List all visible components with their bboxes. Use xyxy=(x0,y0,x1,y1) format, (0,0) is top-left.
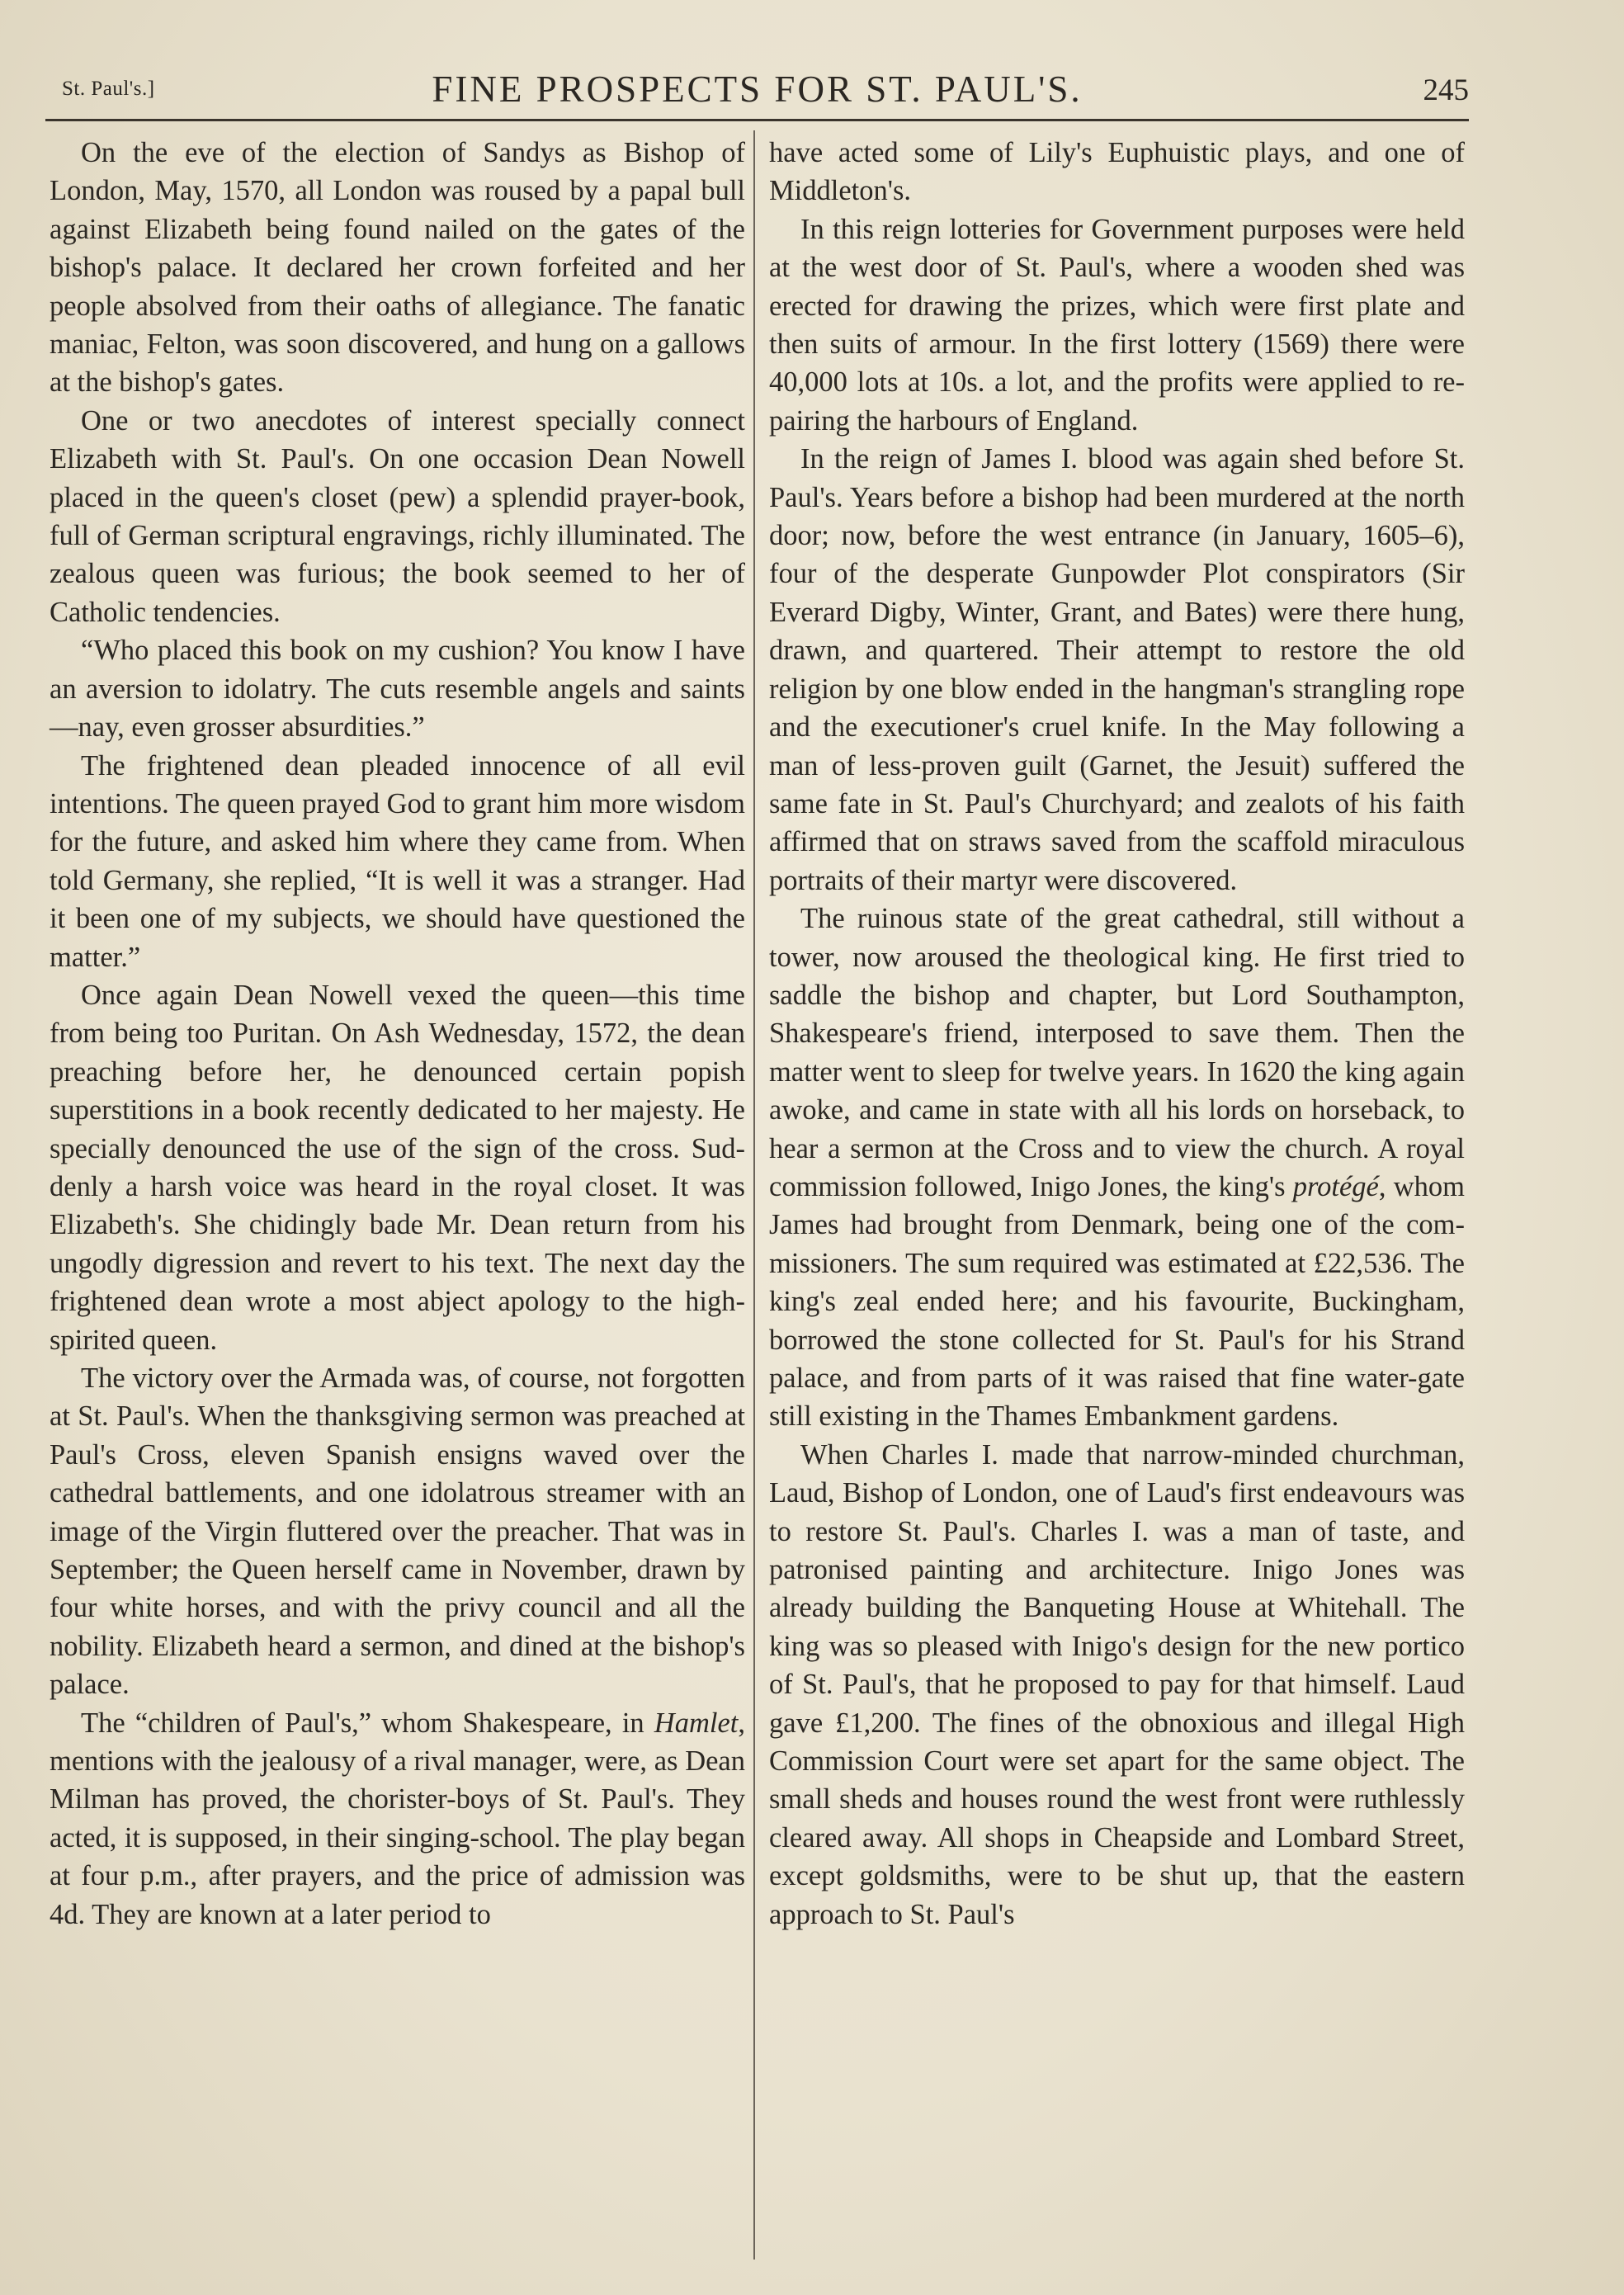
left-column xyxy=(50,134,745,1934)
column-divider xyxy=(753,130,755,2260)
paragraph: On the eve of the election of Sandys as Bishop of London, May, 1570, all London was roused by a papal bull against Elizabeth being found nailed on the gates of the bishop's palace. It declared her crown forfeited and her people absolved from their oaths of allegiance. The fanatic maniac, Felton, was soon discovered, and hung on a gallows at the bishop's gates. xyxy=(50,137,745,399)
italic-word: protégé xyxy=(1292,1170,1379,1202)
running-head xyxy=(45,50,1469,116)
paragraph: “Who placed this book on my cushion? You know I have an aversion to idolatry. The cuts resemble angels and saints—nay, even grosser absurdities.” xyxy=(50,635,745,744)
text-run: The ruinous state of the great cathedral, still without a tower, now aroused the theological king. He first tried to saddle the bishop and chapter, but Lord Southampton, Shakespeare's friend, interposed to save them. Then the matter went to sleep for twelve years. In 1620 the king again awoke, and came in state with all his lords on horseback, to hear a sermon at the Cross and to view the church. A royal commission followed, Inigo Jones, the king's xyxy=(769,903,1465,1202)
right-column xyxy=(769,134,1465,1934)
page-number: 245 xyxy=(1423,73,1469,107)
paragraph: In this reign lotteries for Government purposes were held at the west door of St. Paul's, where a wooden shed was erected for drawing the prizes, which were first plate and then suits of armour. In the first lottery (1569) there were 40,000 lots at 10s. a lot, and the profits were applied to repairing the harbours of England. xyxy=(769,213,1465,437)
paragraph: The frightened dean pleaded innocence of all evil intentions. The queen prayed God to grant him more wisdom for the future, and asked him where they came from. When told Germany, she replied, “It is well it was a stranger. Had it been one of my subjects, we should have questioned the matter.” xyxy=(50,749,745,973)
paragraph: One or two anecdotes of interest specially connect Elizabeth with St. Paul's. On one occasion Dean Nowell placed in the queen's closet (pew) a splendid prayer-book, full of German scriptural engravings, richly illuminated. The zealous queen was furious; the book seemed to her of Catholic tendencies. xyxy=(50,404,745,628)
paragraph: In the reign of James I. blood was again shed before St. Paul's. Years before a bishop had been murdered at the north door; now, before the west entrance (in January, 1605–6), four of the desperate Gunpowder Plot conspirators (Sir Everard Digby, Winter, Grant, and Bates) were there hung, drawn, and quartered. Their attempt to restore the old religion by one blow ended in the hangman's strangling rope and the executioner's cruel knife. In the May following a man of less-proven guilt (Garnet, the Jesuit) suffered the same fate in St. Paul's Churchyard; and zealots of his faith affirmed that on straws saved from the scaffold miraculous portraits of their martyr were discovered. xyxy=(769,443,1465,896)
paragraph: Once again Dean Nowell vexed the queen—this time from being too Puritan. On Ash Wednesday, 1572, the dean preaching before her, he denounced certain popish superstitions in a book recently dedicated to her majesty. He specially denounced the use of the sign of the cross. Suddenly a harsh voice was heard in the royal closet. It was Elizabeth's. She chidingly bade Mr. Dean return from his ungodly digression and revert to his text. The next day the frightened dean wrote a most abject apology to the high-spirited queen. xyxy=(50,979,745,1356)
paragraph xyxy=(50,1704,745,1934)
paragraph: The victory over the Armada was, of course, not forgotten at St. Paul's. When the thanksgiving sermon was preached at Paul's Cross, eleven Spanish ensigns waved over the cathedral battlements, and one idolatrous streamer with an image of the Virgin fluttered over the preacher. That was in September; the Queen herself came in November, drawn by four white horses, and with the privy council and all the nobility. Elizabeth heard a sermon, and dined at the bishop's palace. xyxy=(50,1362,745,1701)
text-run: The “children of Paul's,” whom Shakespeare, in xyxy=(81,1707,654,1739)
page-title: FINE PROSPECTS FOR ST. PAUL'S. xyxy=(432,68,1083,110)
paragraph xyxy=(769,900,1465,1436)
text-run: , mentions with the jealousy of a rival manager, were, as Dean Milman has proved, the chorister-boys of St. Paul's. They acted, it is supposed, in their singing-school. The play began at four p.m., after prayers, and the price of admission was 4d. They are known at a later period to xyxy=(50,1707,745,1930)
header-rule xyxy=(45,119,1469,121)
italic-title: Hamlet xyxy=(654,1707,739,1739)
paragraph-continuation: have acted some of Lily's Euphuistic plays, and one of Middleton's. xyxy=(769,137,1465,207)
section-label: St. Paul's.] xyxy=(62,78,155,100)
text-run: , whom James had brought from Denmark, being one of the commissioners. The sum required was estimated at £22,536. The king's zeal ended here; and his favourite, Buckingham, borrowed the stone collected for St. Paul's for his Strand palace, and from parts of it was raised that fine water-gate still existing in the Thames Embankment gardens. xyxy=(769,1170,1465,1433)
paragraph: When Charles I. made that narrow-minded churchman, Laud, Bishop of London, one of Laud's first endeavours was to restore St. Paul's. Charles I. was a man of taste, and patronised painting and architecture. Inigo Jones was already building the Banqueting House at Whitehall. The king was so pleased with Inigo's design for the new portico of St. Paul's, that he proposed to pay for that himself. Laud gave £1,200. The fines of the obnoxious and illegal High Commission Court were set apart for the same object. The small sheds and houses round the west front were ruthlessly cleared away. All shops in Cheapside and Lombard Street, except goldsmiths, were to be shut up, that the eastern approach to St. Paul's xyxy=(769,1438,1465,1930)
